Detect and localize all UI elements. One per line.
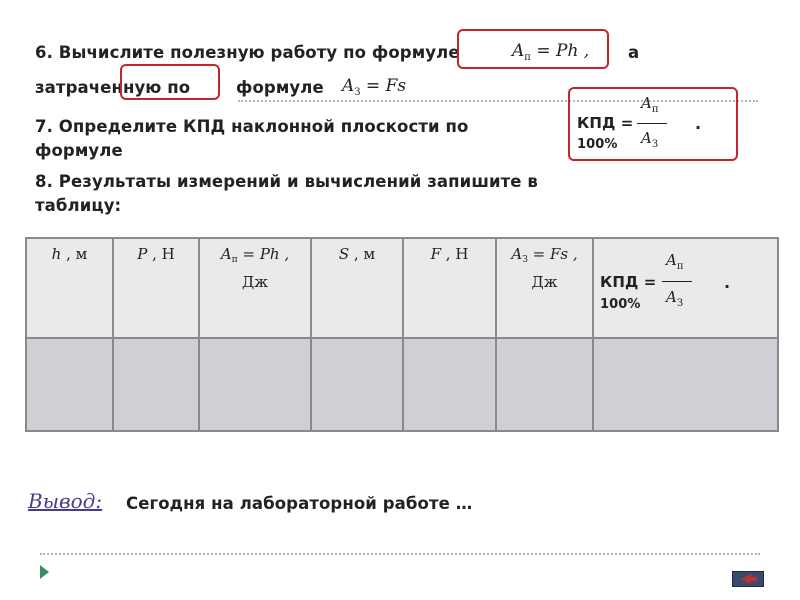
header-unit: , Н [147,245,175,263]
kpd-label: КПД = [577,114,634,132]
table-header-row [26,238,778,338]
header-content [503,243,586,293]
results-table [25,237,779,432]
header-useful-work [199,238,311,338]
kpd-numerator [666,251,684,272]
table-row [26,338,778,431]
task6-line1: 6. Вычислите полезную работу по формуле [35,43,460,62]
conclusion-text: Сегодня на лабораторной работе … [126,494,473,513]
header-var: F [430,245,442,263]
formula-sub: п [651,104,659,115]
formula-sub: З [354,87,361,98]
formula-rest: = Fs [360,76,407,96]
table-cell[interactable] [311,338,403,431]
formula-A: A [666,288,677,306]
header-unit: , м [349,245,376,263]
task6-line2: затраченную по [35,78,191,97]
header-unit: Дж [531,273,558,291]
highlight-box-spent [120,64,220,100]
task8-line2: таблицу: [35,196,122,215]
header-content [206,243,304,293]
header-var: A [511,245,523,263]
kpd-dot: . [695,114,702,133]
header-content [33,243,106,265]
divider-bottom [40,553,760,555]
task7-line1: 7. Определите КПД наклонной плоскости по [35,117,469,136]
fraction-bar [662,281,692,282]
table-kpd-formula [600,247,770,317]
formula-A: A [512,41,525,61]
task6-line2b: формуле [236,78,324,97]
header-h [26,238,113,338]
formula-A: A [641,129,652,147]
kpd-label: КПД = [600,273,657,291]
table-cell[interactable] [496,338,593,431]
play-triangle-icon [40,565,49,579]
header-unit: Дж [242,273,268,291]
formula-A: A [666,251,677,269]
table-cell[interactable] [113,338,199,431]
back-button[interactable] [732,571,764,587]
fraction-bar [637,123,667,124]
formula-A: A [342,76,355,96]
header-unit: , м [61,245,88,263]
kpd-denominator [666,288,683,309]
kpd-percent: 100% [577,137,618,152]
header-content [120,243,192,265]
task7-line2: формуле [35,141,123,160]
header-kpd [593,238,778,338]
header-content [318,243,396,265]
task8-line1: 8. Результаты измерений и вычислений запишите в [35,172,538,191]
table-cell[interactable] [26,338,113,431]
table-cell[interactable] [403,338,496,431]
highlight-box-formula [457,29,609,69]
formula-sub: п [524,52,531,63]
header-rest: = Ph , [237,245,290,263]
header-content [410,243,489,265]
header-unit: , Н [441,245,469,263]
header-var: h [51,245,62,263]
header-var: S [338,245,350,263]
back-arrow-tail [749,577,757,581]
task6-tail: а [628,43,640,62]
header-var: P [137,245,148,263]
kpd-percent: 100% [600,297,641,312]
header-p [113,238,199,338]
formula-sub: З [651,139,659,150]
header-rest: = Fs , [527,245,578,263]
table-cell[interactable] [199,338,311,431]
kpd-denominator [641,129,658,150]
header-f [403,238,496,338]
header-sub: п [231,255,238,265]
formula-rest: = Ph , [530,41,590,61]
conclusion-label: Вывод: [28,489,103,513]
table-cell[interactable] [593,338,778,431]
formula-sub: З [676,298,684,309]
formula-A: A [641,94,652,112]
formula-spent-work [342,76,406,98]
kpd-numerator [641,94,659,115]
formula-sub: п [676,261,684,272]
header-s [311,238,403,338]
kpd-formula [575,92,735,158]
header-var: A [220,245,232,263]
kpd-dot: . [724,273,731,292]
header-spent-work [496,238,593,338]
header-sub: З [522,255,528,265]
